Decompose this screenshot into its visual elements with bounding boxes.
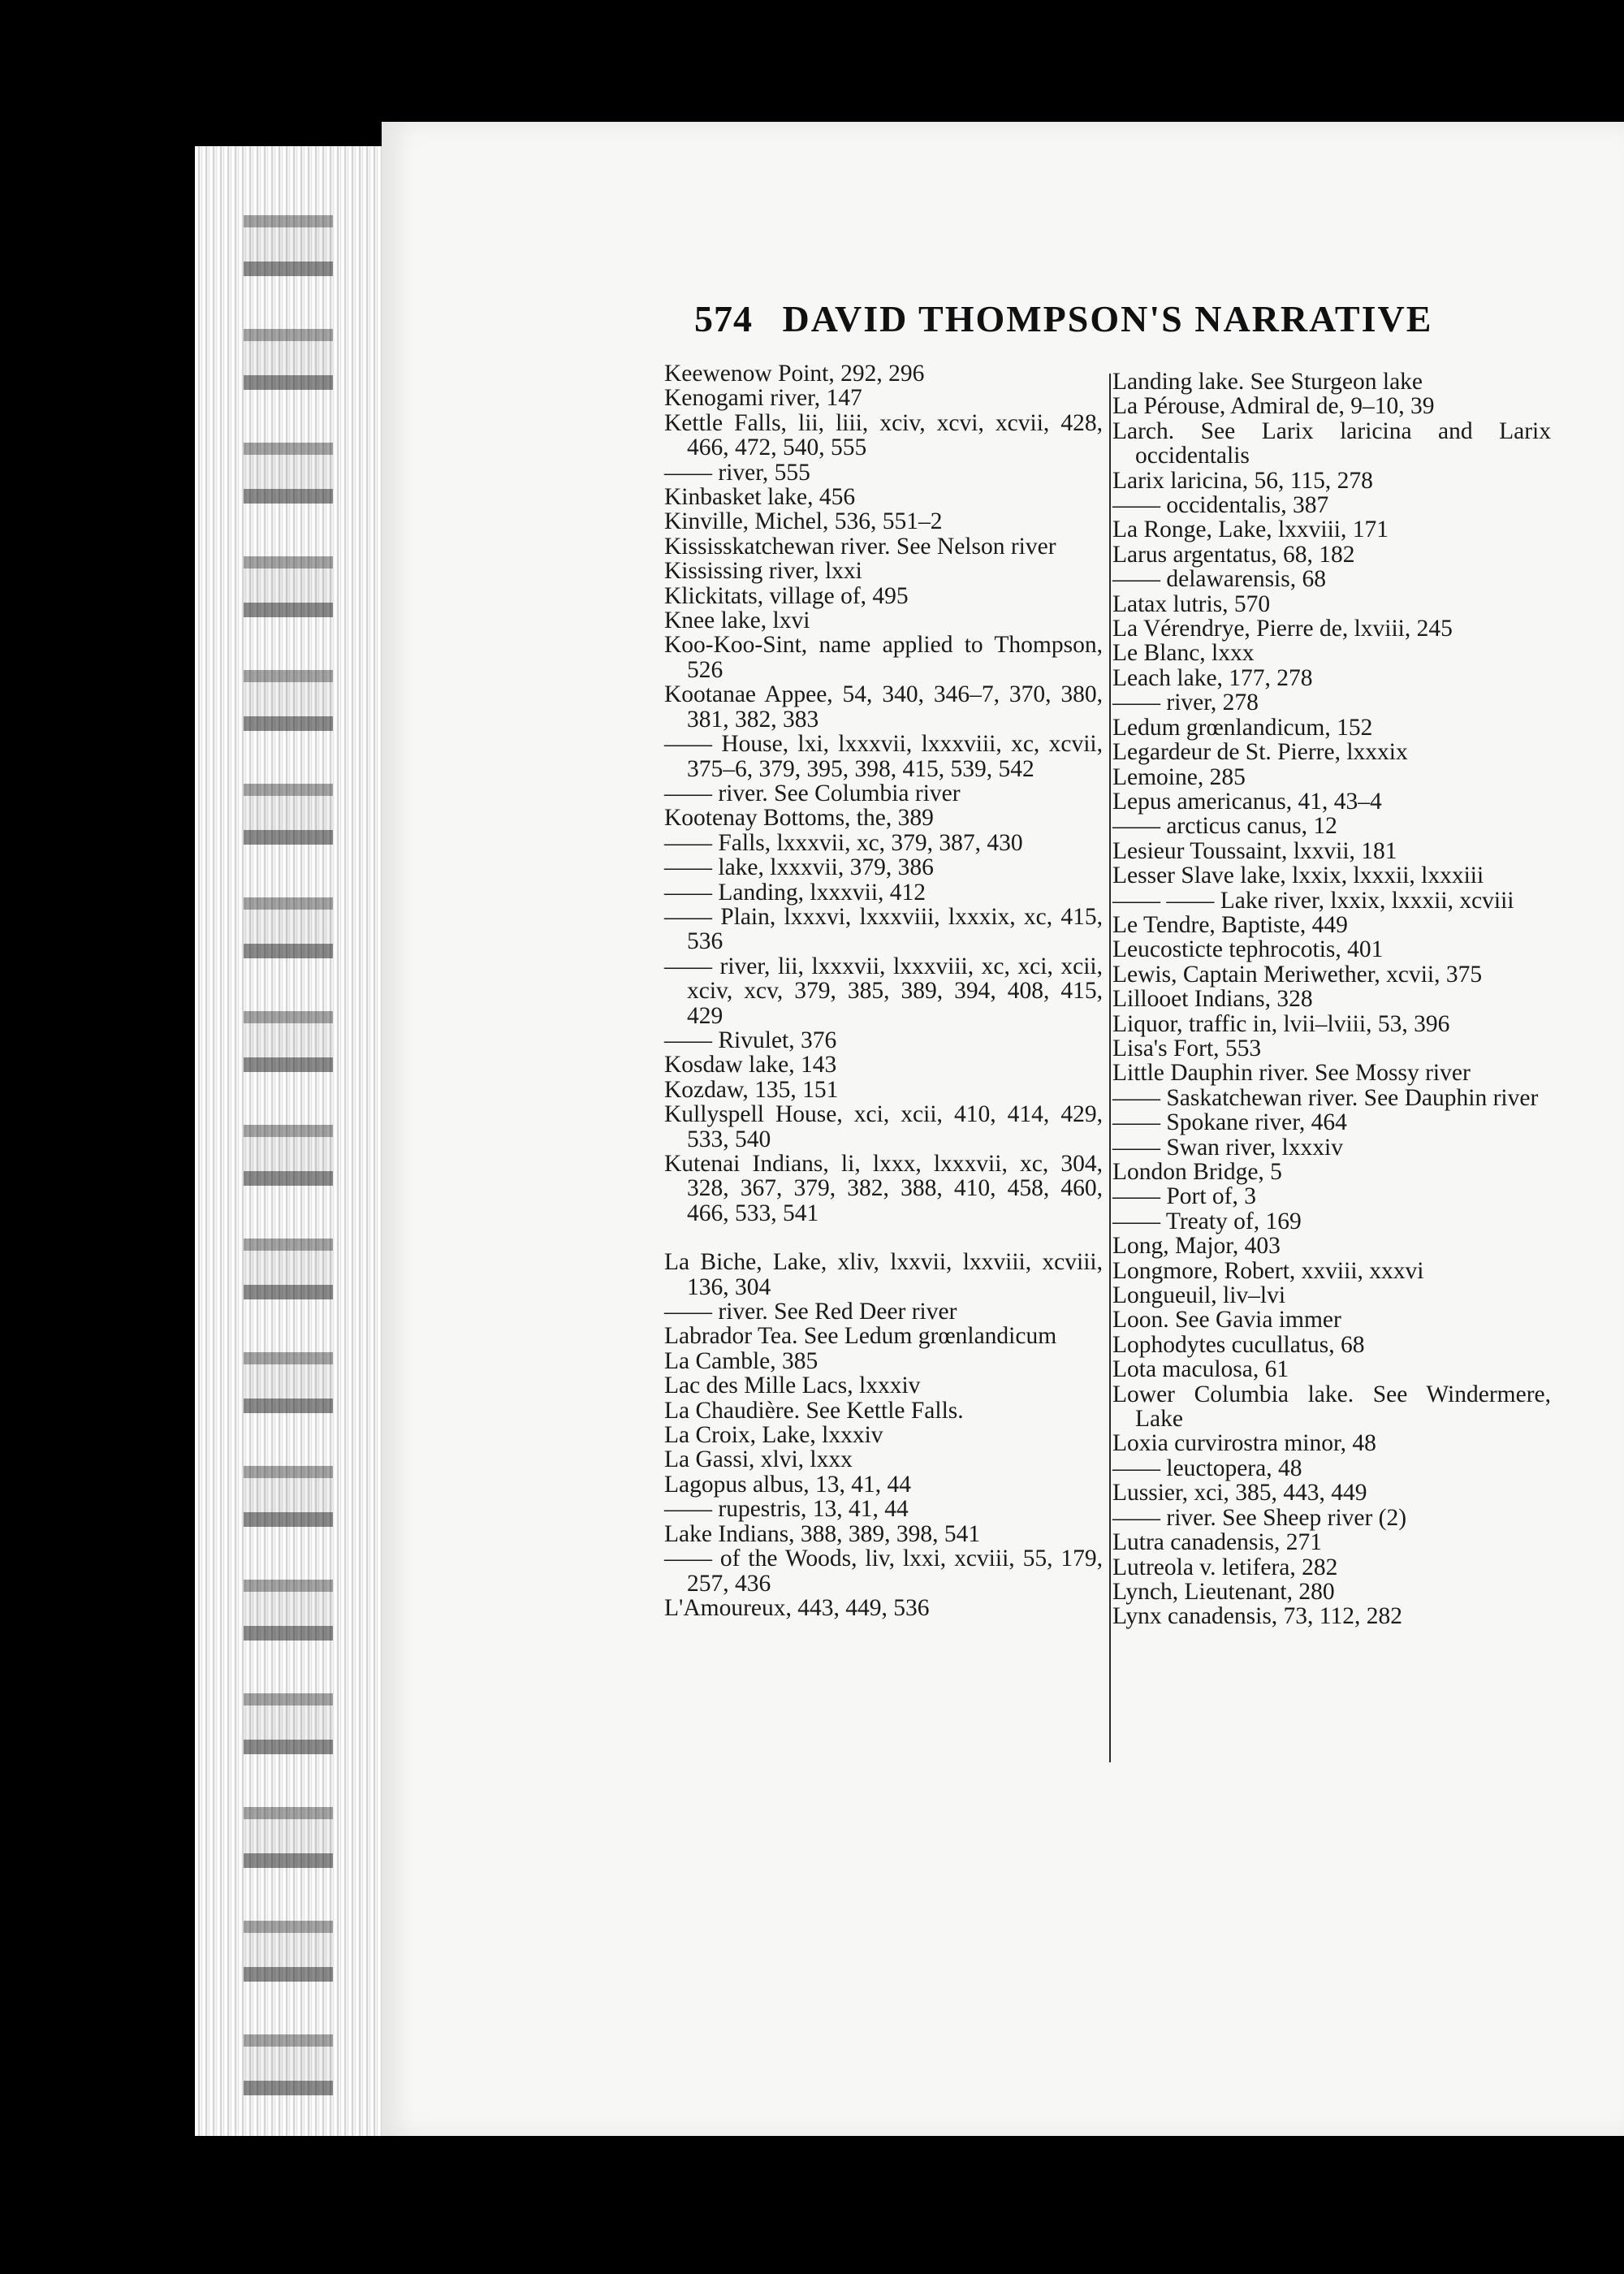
index-entry: London Bridge, 5 bbox=[1112, 1159, 1282, 1185]
index-entry: Longmore, Robert, xxviii, xxxvi bbox=[1112, 1257, 1424, 1284]
index-entry: Legardeur de St. Pierre, lxxxix bbox=[1112, 739, 1408, 766]
index-entry: —— lake, lxxxvii, 379, 386 bbox=[664, 854, 934, 881]
index-entry: —— —— Lake river, lxxix, lxxxii, xcviii bbox=[1112, 887, 1514, 914]
index-entry: —— river, 555 bbox=[664, 459, 810, 486]
index-entry: —— Port of, 3 bbox=[1112, 1183, 1256, 1210]
index-entry: Lac des Mille Lacs, lxxxiv bbox=[664, 1373, 921, 1399]
index-entry: Lisa's Fort, 553 bbox=[1112, 1035, 1262, 1061]
index-entry: Larch. See Larix laricina and Larix occidentalis bbox=[1112, 417, 1551, 469]
index-entry: La Chaudière. See Kettle Falls. bbox=[664, 1397, 964, 1424]
index-column-left bbox=[664, 361, 1103, 1620]
index-entry: Lagopus albus, 13, 41, 44 bbox=[664, 1471, 911, 1498]
index-entry: Ledum grœnlandicum, 152 bbox=[1112, 714, 1373, 741]
running-title: DAVID THOMPSON'S NARRATIVE bbox=[782, 298, 1433, 339]
index-entry: Larix laricina, 56, 115, 278 bbox=[1112, 467, 1373, 494]
index-entry: Lota maculosa, 61 bbox=[1112, 1356, 1289, 1383]
index-entry: —— river. See Columbia river bbox=[664, 780, 961, 806]
index-entry: —— Falls, lxxxvii, xc, 379, 387, 430 bbox=[664, 829, 1023, 856]
index-entry: Kootenay Bottoms, the, 389 bbox=[664, 805, 934, 832]
index-entry: —— river. See Red Deer river bbox=[664, 1299, 957, 1325]
page-edge-shadows bbox=[244, 179, 333, 2095]
index-entry: Lesieur Toussaint, lxxvii, 181 bbox=[1112, 837, 1397, 864]
index-entry: Kinbasket lake, 456 bbox=[664, 484, 856, 511]
index-entry: Lower Columbia lake. See Windermere, Lake bbox=[1112, 1381, 1551, 1433]
index-entry: Keewenow Point, 292, 296 bbox=[664, 361, 925, 387]
index-entry: —— river, 278 bbox=[1112, 690, 1259, 716]
index-entry: —— Saskatchewan river. See Dauphin river bbox=[1112, 1084, 1539, 1111]
index-entry: —— Treaty of, 169 bbox=[1112, 1208, 1302, 1234]
index-entry: Lutreola v. letifera, 282 bbox=[1112, 1554, 1338, 1580]
index-entry: —— Spokane river, 464 bbox=[1112, 1109, 1347, 1136]
index-entry: Le Blanc, lxxx bbox=[1112, 640, 1255, 667]
index-entry: Lake Indians, 388, 389, 398, 541 bbox=[664, 1520, 981, 1547]
index-entry: Klickitats, village of, 495 bbox=[664, 582, 909, 609]
index-entry: La Ronge, Lake, lxxviii, 171 bbox=[1112, 517, 1389, 543]
index-entry: —— House, lxi, lxxxvii, lxxxviii, xc, xcvii, 375–6, 379, 395, 398, 415, 539, 542 bbox=[664, 731, 1103, 782]
index-entry: Lophodytes cucullatus, 68 bbox=[1112, 1331, 1365, 1358]
index-entry: Lewis, Captain Meriwether, xcvii, 375 bbox=[1112, 961, 1483, 988]
index-entry: Lesser Slave lake, lxxix, lxxxii, lxxxiii bbox=[1112, 862, 1484, 889]
index-entry: Liquor, traffic in, lvii–lviii, 53, 396 bbox=[1112, 1010, 1450, 1037]
index-entry: La Croix, Lake, lxxxiv bbox=[664, 1422, 883, 1449]
index-entry: Labrador Tea. See Ledum grœnlandicum bbox=[664, 1323, 1057, 1350]
index-entry: —— leuctopera, 48 bbox=[1112, 1455, 1302, 1481]
index-entry: —— delawarensis, 68 bbox=[1112, 566, 1326, 593]
index-entry: La Pérouse, Admiral de, 9–10, 39 bbox=[1112, 393, 1435, 420]
index-entry: Lepus americanus, 41, 43–4 bbox=[1112, 788, 1382, 815]
index-entry: Kootanae Appee, 54, 340, 346–7, 370, 380, 381, 382, 383 bbox=[664, 681, 1103, 733]
index-entry: Kinville, Michel, 536, 551–2 bbox=[664, 508, 943, 535]
index-entry: Kississkatchewan river. See Nelson river bbox=[664, 533, 1056, 560]
index-entry: L'Amoureux, 443, 449, 536 bbox=[664, 1594, 930, 1621]
index-entry: Loxia curvirostra minor, 48 bbox=[1112, 1430, 1376, 1457]
index-entry: —— river. See Sheep river (2) bbox=[1112, 1504, 1407, 1531]
index-entry: Le Tendre, Baptiste, 449 bbox=[1112, 911, 1348, 938]
index-entry: Lillooet Indians, 328 bbox=[1112, 986, 1313, 1013]
index-entry: Lutra canadensis, 271 bbox=[1112, 1529, 1323, 1556]
index-entry: —— Rivulet, 376 bbox=[664, 1027, 837, 1053]
index-entry: Kutenai Indians, li, lxxx, lxxxvii, xc, 304, 328, 367, 379, 382, 388, 410, 458, 460, 466, 533, 541 bbox=[664, 1151, 1103, 1226]
index-entry: Lynx canadensis, 73, 112, 282 bbox=[1112, 1603, 1402, 1630]
index-entry: Lemoine, 285 bbox=[1112, 763, 1246, 790]
index-entry: Kississing river, lxxi bbox=[664, 558, 862, 585]
page-number: 574 bbox=[694, 298, 753, 339]
index-entry: La Camble, 385 bbox=[664, 1347, 818, 1374]
index-entry: —— Landing, lxxxvii, 412 bbox=[664, 879, 926, 906]
index-entry: Loon. See Gavia immer bbox=[1112, 1307, 1341, 1334]
index-entry: —— rupestris, 13, 41, 44 bbox=[664, 1496, 909, 1523]
index-entry: Lynch, Lieutenant, 280 bbox=[1112, 1578, 1335, 1605]
index-entry: Kosdaw lake, 143 bbox=[664, 1052, 837, 1079]
column-divider bbox=[1109, 374, 1111, 1762]
index-entry: —— Swan river, lxxxiv bbox=[1112, 1134, 1343, 1161]
index-entry: Leach lake, 177, 278 bbox=[1112, 664, 1313, 691]
index-entry: Kenogami river, 147 bbox=[664, 385, 862, 412]
index-entry: Kozdaw, 135, 151 bbox=[664, 1076, 839, 1103]
index-entry: Lussier, xci, 385, 443, 449 bbox=[1112, 1480, 1367, 1507]
index-entry: Larus argentatus, 68, 182 bbox=[1112, 541, 1355, 568]
index-entry: Leucosticte tephrocotis, 401 bbox=[1112, 936, 1384, 963]
index-column-right bbox=[1112, 370, 1551, 1629]
index-entry: La Vérendrye, Pierre de, lxviii, 245 bbox=[1112, 616, 1453, 642]
index-entry: Landing lake. See Sturgeon lake bbox=[1112, 369, 1423, 395]
index-entry: Kettle Falls, lii, liii, xciv, xcvi, xcvii, 428, 466, 472, 540, 555 bbox=[664, 409, 1103, 461]
index-entry: Koo-Koo-Sint, name applied to Thompson, 526 bbox=[664, 632, 1103, 683]
index-entry: Long, Major, 403 bbox=[1112, 1233, 1281, 1260]
index-entry: Kullyspell House, xci, xcii, 410, 414, 429, 533, 540 bbox=[664, 1101, 1103, 1152]
index-entry: —— arcticus canus, 12 bbox=[1112, 813, 1337, 840]
running-header bbox=[694, 297, 1466, 340]
index-entry: Little Dauphin river. See Mossy river bbox=[1112, 1060, 1471, 1087]
index-entry: La Gassi, xlvi, lxxx bbox=[664, 1446, 853, 1473]
index-entry: —— of the Woods, liv, lxxi, xcviii, 55, 179, 257, 436 bbox=[664, 1546, 1103, 1597]
index-entry: La Biche, Lake, xliv, lxxvii, lxxviii, xcviii, 136, 304 bbox=[664, 1249, 1103, 1300]
index-entry: —— Plain, lxxxvi, lxxxviii, lxxxix, xc, 415, 536 bbox=[664, 903, 1103, 955]
index-entry: —— occidentalis, 387 bbox=[1112, 492, 1329, 519]
index-entry: Longueuil, liv–lvi bbox=[1112, 1282, 1286, 1309]
index-entry: —— river, lii, lxxxvii, lxxxviii, xc, xci, xcii, xciv, xcv, 379, 385, 389, 394, 408, 415, 429 bbox=[664, 953, 1103, 1029]
index-entry: Knee lake, lxvi bbox=[664, 607, 810, 634]
index-gap bbox=[664, 1226, 1103, 1250]
index-entry: Latax lutris, 570 bbox=[1112, 590, 1271, 617]
